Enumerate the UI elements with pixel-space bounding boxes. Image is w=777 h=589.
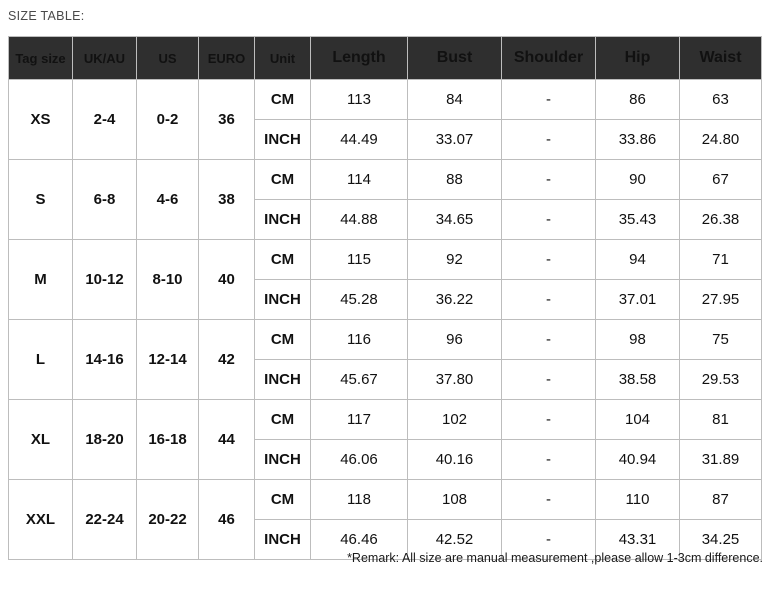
cell-us: 16-18 [137, 400, 199, 480]
cell-unit: CM [255, 240, 311, 280]
cell-bust: 108 [408, 480, 502, 520]
column-header-tag-size: Tag size [9, 37, 73, 80]
cell-length: 113 [311, 80, 408, 120]
cell-unit: CM [255, 400, 311, 440]
cell-unit: INCH [255, 200, 311, 240]
cell-us: 20-22 [137, 480, 199, 560]
cell-shoulder: - [502, 160, 596, 200]
cell-shoulder: - [502, 120, 596, 160]
cell-unit: INCH [255, 520, 311, 560]
cell-hip: 94 [596, 240, 680, 280]
cell-bust: 88 [408, 160, 502, 200]
cell-length: 114 [311, 160, 408, 200]
cell-hip: 104 [596, 400, 680, 440]
cell-length: 117 [311, 400, 408, 440]
cell-shoulder: - [502, 320, 596, 360]
cell-euro: 42 [199, 320, 255, 400]
cell-tag-size: XXL [9, 480, 73, 560]
cell-unit: INCH [255, 120, 311, 160]
column-header-length: Length [311, 37, 408, 80]
cell-shoulder: - [502, 480, 596, 520]
cell-tag-size: XL [9, 400, 73, 480]
cell-shoulder: - [502, 520, 596, 560]
cell-unit: CM [255, 320, 311, 360]
cell-unit: INCH [255, 360, 311, 400]
cell-uk-au: 10-12 [73, 240, 137, 320]
column-header-unit: Unit [255, 37, 311, 80]
cell-tag-size: L [9, 320, 73, 400]
cell-us: 12-14 [137, 320, 199, 400]
table-row [9, 160, 762, 200]
cell-hip: 33.86 [596, 120, 680, 160]
cell-waist: 31.89 [680, 440, 762, 480]
cell-euro: 40 [199, 240, 255, 320]
cell-tag-size: S [9, 160, 73, 240]
cell-hip: 37.01 [596, 280, 680, 320]
cell-bust: 96 [408, 320, 502, 360]
cell-waist: 34.25 [680, 520, 762, 560]
cell-length: 115 [311, 240, 408, 280]
remark-text: *Remark: All size are manual measurement ,please allow 1-3cm difference. [347, 551, 763, 565]
table-row [9, 480, 762, 520]
column-header-hip: Hip [596, 37, 680, 80]
cell-hip: 110 [596, 480, 680, 520]
cell-bust: 33.07 [408, 120, 502, 160]
cell-length: 45.67 [311, 360, 408, 400]
cell-tag-size: XS [9, 80, 73, 160]
cell-length: 44.88 [311, 200, 408, 240]
cell-length: 46.06 [311, 440, 408, 480]
cell-bust: 42.52 [408, 520, 502, 560]
cell-hip: 35.43 [596, 200, 680, 240]
cell-waist: 27.95 [680, 280, 762, 320]
cell-hip: 38.58 [596, 360, 680, 400]
cell-euro: 46 [199, 480, 255, 560]
cell-uk-au: 22-24 [73, 480, 137, 560]
cell-uk-au: 18-20 [73, 400, 137, 480]
cell-shoulder: - [502, 360, 596, 400]
cell-length: 46.46 [311, 520, 408, 560]
cell-hip: 90 [596, 160, 680, 200]
cell-unit: INCH [255, 280, 311, 320]
cell-bust: 37.80 [408, 360, 502, 400]
cell-us: 8-10 [137, 240, 199, 320]
cell-us: 4-6 [137, 160, 199, 240]
column-header-shoulder: Shoulder [502, 37, 596, 80]
cell-length: 118 [311, 480, 408, 520]
size-table-container [8, 36, 761, 560]
column-header-bust: Bust [408, 37, 502, 80]
cell-hip: 40.94 [596, 440, 680, 480]
cell-waist: 67 [680, 160, 762, 200]
cell-us: 0-2 [137, 80, 199, 160]
cell-uk-au: 2-4 [73, 80, 137, 160]
cell-shoulder: - [502, 200, 596, 240]
cell-waist: 71 [680, 240, 762, 280]
cell-uk-au: 14-16 [73, 320, 137, 400]
table-row [9, 320, 762, 360]
cell-bust: 40.16 [408, 440, 502, 480]
cell-tag-size: M [9, 240, 73, 320]
cell-shoulder: - [502, 240, 596, 280]
cell-waist: 81 [680, 400, 762, 440]
cell-euro: 44 [199, 400, 255, 480]
cell-unit: INCH [255, 440, 311, 480]
cell-hip: 98 [596, 320, 680, 360]
cell-unit: CM [255, 160, 311, 200]
page-title: SIZE TABLE: [8, 9, 85, 23]
cell-euro: 36 [199, 80, 255, 160]
cell-waist: 26.38 [680, 200, 762, 240]
table-row [9, 80, 762, 120]
table-body [9, 80, 762, 560]
cell-shoulder: - [502, 440, 596, 480]
cell-unit: CM [255, 480, 311, 520]
cell-waist: 24.80 [680, 120, 762, 160]
column-header-us: US [137, 37, 199, 80]
cell-bust: 34.65 [408, 200, 502, 240]
size-table [8, 36, 762, 560]
table-row [9, 400, 762, 440]
column-header-uk-au: UK/AU [73, 37, 137, 80]
cell-length: 44.49 [311, 120, 408, 160]
header-row [9, 37, 762, 80]
table-row [9, 240, 762, 280]
cell-uk-au: 6-8 [73, 160, 137, 240]
cell-shoulder: - [502, 80, 596, 120]
cell-hip: 43.31 [596, 520, 680, 560]
cell-hip: 86 [596, 80, 680, 120]
column-header-waist: Waist [680, 37, 762, 80]
cell-waist: 75 [680, 320, 762, 360]
cell-unit: CM [255, 80, 311, 120]
cell-bust: 36.22 [408, 280, 502, 320]
cell-length: 116 [311, 320, 408, 360]
table-header [9, 37, 762, 80]
cell-shoulder: - [502, 280, 596, 320]
cell-bust: 92 [408, 240, 502, 280]
cell-waist: 29.53 [680, 360, 762, 400]
cell-waist: 63 [680, 80, 762, 120]
cell-bust: 84 [408, 80, 502, 120]
column-header-euro: EURO [199, 37, 255, 80]
cell-euro: 38 [199, 160, 255, 240]
cell-shoulder: - [502, 400, 596, 440]
cell-waist: 87 [680, 480, 762, 520]
cell-length: 45.28 [311, 280, 408, 320]
cell-bust: 102 [408, 400, 502, 440]
